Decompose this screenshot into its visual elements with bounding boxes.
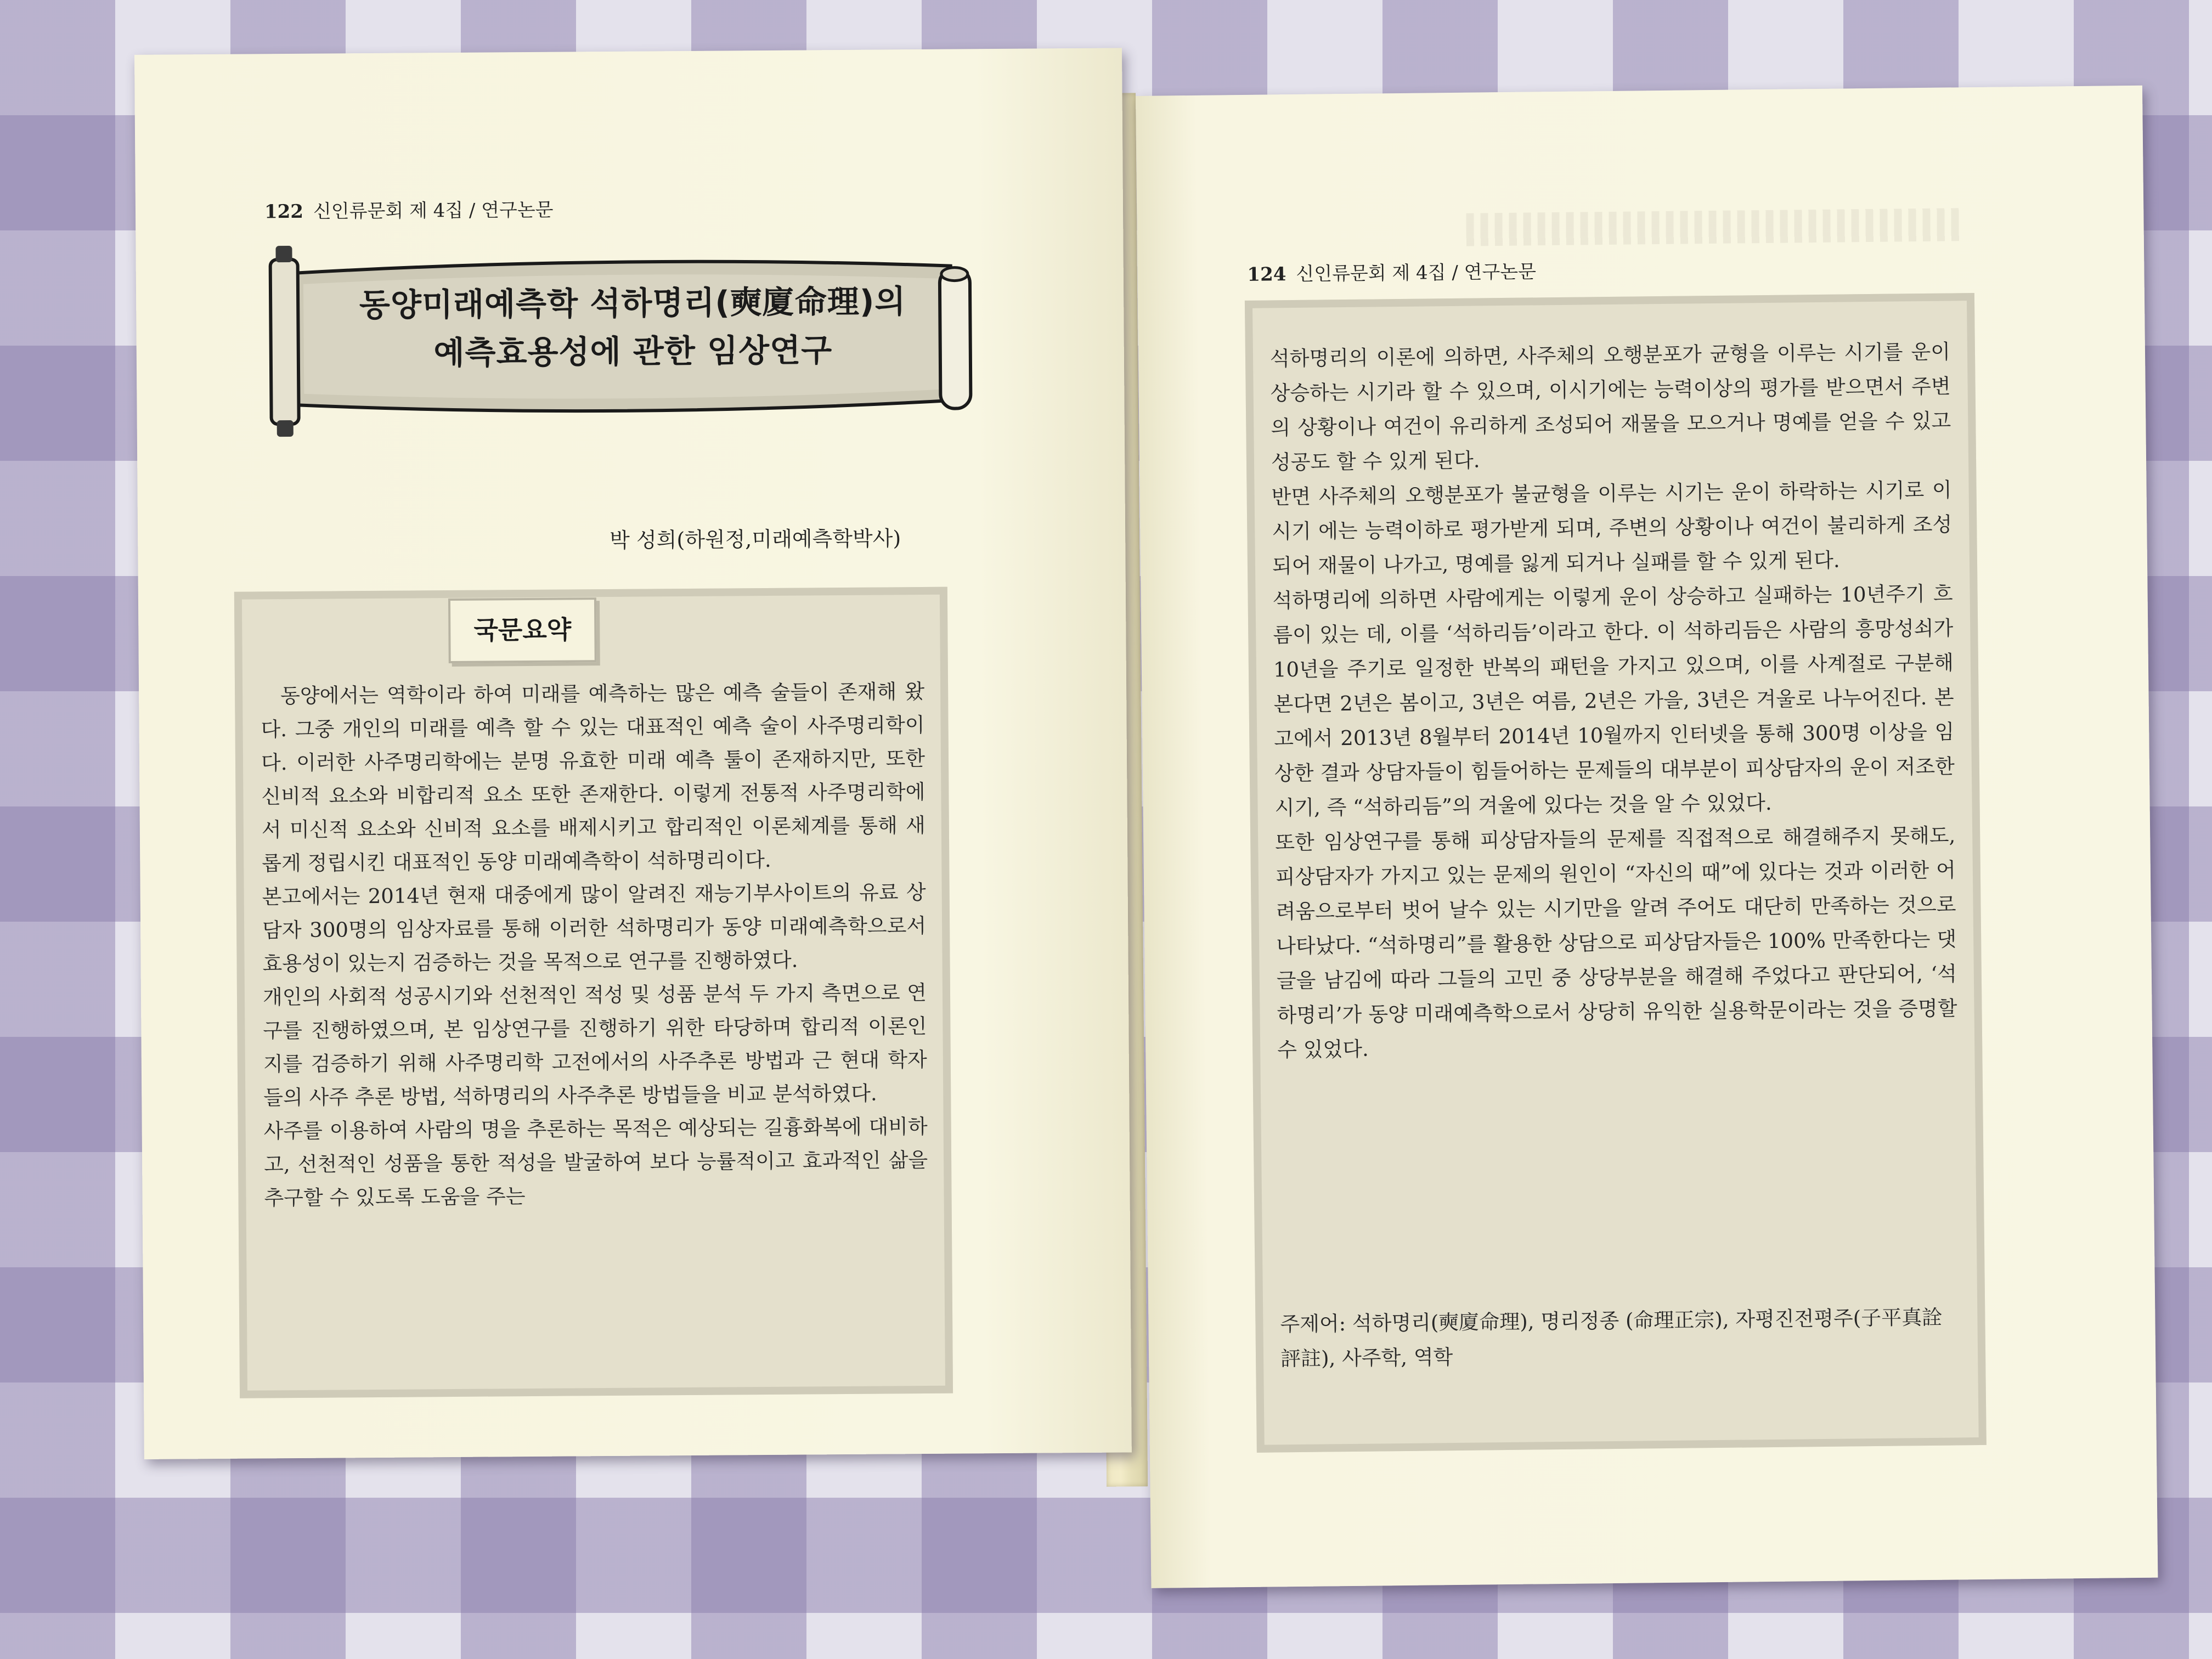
left-page-header: [264, 195, 554, 224]
abstract-paragraph: 동양에서는 역학이라 하여 미래를 예측하는 많은 예측 술들이 존재해 왔다. 그중 개인의 미래를 예측 할 수 있는 대표적인 예측 술이 사주명리학이다. 이러한 사주명리학에는 분명 유효한 미래 예측 툴이 존재하지만, 또한 신비적 요소와 비합리적 요소 또한 존재한다. 이렇게 전통적 사주명리학에서 미신적 요소와 신비적 요소를 배제시키고 합리적인 이론체계를 통해 새롭게 정립시킨 대표적인 동양 미래예측학이 석하명리이다.: [261, 679, 926, 876]
abstract-paragraph: 본고에서는 2014년 현재 대중에게 많이 알려진 재능기부사이트의 유료 상담자 300명의 임상자료를 통해 이러한 석하명리가 동양 미래예측학으로서 효용성이 있는지 검증하는 것을 목적으로 연구를 진행하였다.: [262, 880, 927, 976]
abstract-paragraph: 개인의 사회적 성공시기와 선천적인 적성 및 성품 분석 두 가지 측면으로 연구를 진행하였으며, 본 임상연구를 진행하기 위한 타당하며 합리적 이론인지를 검증하기 위해 사주명리학 고전에서의 사주추론 방법과 근 현대 학자들의 사주 추론 방법, 석하명리의 사주추론 방법들을 비교 분석하였다.: [262, 980, 927, 1110]
abstract-text: [261, 675, 929, 1387]
left-page-number: 122: [264, 200, 304, 223]
summary-paragraph: 또한 임상연구를 통해 피상담자들의 문제를 직접적으로 해결해주지 못해도, 피상담자가 가지고 있는 문제의 원인이 “자신의 때”에 있다는 것과 이러한 어려움으로부터 벗어 날수 있는 시기만을 알려 주어도 대단히 만족하는 것으로 나타났다. “석하명리”를 활용한 상담으로 피상담자들은 100% 만족한다는 댓글을 남김에 따라 그들의 고민 중 상당부분을 해결해 주었다고 판단되어, ‘석하명리’가 동양 미래예측학으로서 상당히 유익한 실용학문이라는 것을 증명할 수 있었다.: [1275, 823, 1957, 1062]
right-page-number: 124: [1247, 263, 1286, 286]
title-scroll-banner: [259, 235, 990, 438]
abstract-paragraph: 사주를 이용하여 사람의 명을 추론하는 목적은 예상되는 길흉화복에 대비하고, 선천적인 성품을 통한 적성을 발굴하여 보다 능률적이고 효과적인 삶을 추구할 수 있도록 도움을 주는: [263, 1114, 928, 1210]
summary-text: [1270, 334, 1960, 1263]
left-page-header-title: 신인류문회 제 4집 / 연구논문: [313, 199, 554, 223]
left-page: [134, 48, 1132, 1459]
right-page-header-title: 신인류문회 제 4집 / 연구논문: [1296, 261, 1537, 285]
right-page: [1136, 86, 2158, 1588]
banner-title-line-2: 예측효용성에 관한 임상연구: [433, 331, 833, 372]
banner-title: [303, 276, 962, 377]
summary-paragraph: 석하명리의 이론에 의하면, 사주체의 오행분포가 균형을 이루는 시기를 운이 상승하는 시기라 할 수 있으며, 이시기에는 능력이상의 평가를 받으면서 주변의 상황이나 여건이 유리하게 조성되어 재물을 모으거나 명예를 얻을 수 있고 성공도 할 수 있게 된다.: [1269, 340, 1951, 475]
keywords-line: 주제어: 석하명리(奭廈命理), 명리정종 (命理正宗), 자평진전평주(子平真詮評註), 사주학, 역학: [1280, 1305, 1943, 1371]
author-line: 박 성희(하원정,미래예측학박사): [610, 526, 901, 552]
banner-title-line-1: 동양미래예측학 석하명리(奭廈命理)의: [359, 283, 906, 324]
summary-paragraph: 반면 사주체의 오행분포가 불균형을 이루는 시기는 운이 하락하는 시기로 이시기 에는 능력이하로 평가받게 되며, 주변의 상황이나 여건이 불리하게 조성되어 재물이 나가고, 명예를 잃게 되거나 실패를 할 수 있게 된다.: [1271, 478, 1953, 578]
summary-paragraph: 석하명리에 의하면 사람에게는 이렇게 운이 상승하고 실패하는 10년주기 흐름이 있는 데, 이를 ‘석하리듬’이라고 한다. 이 석하리듬은 사람의 흥망성쇠가 10년을 주기로 일정한 반복의 패턴을 가지고 있으며, 이를 사계절로 구분해 본다면 2년은 봄이고, 3년은 여름, 2년은 가을, 3년은 겨울로 나누어진다. 본고에서 2013년 8월부터 2014년 10월까지 인터넷을 통해 300명 이상을 임상한 결과 상담자들이 힘들어하는 문제들의 대부분이 피상담자의 운이 저조한 시기, 즉 “석하리듬”의 겨울에 있다는 것을 알 수 있었다.: [1272, 582, 1955, 820]
show-through-text: [1466, 208, 1960, 246]
abstract-label: 국문요약: [448, 597, 597, 663]
right-page-header: [1247, 256, 1536, 286]
